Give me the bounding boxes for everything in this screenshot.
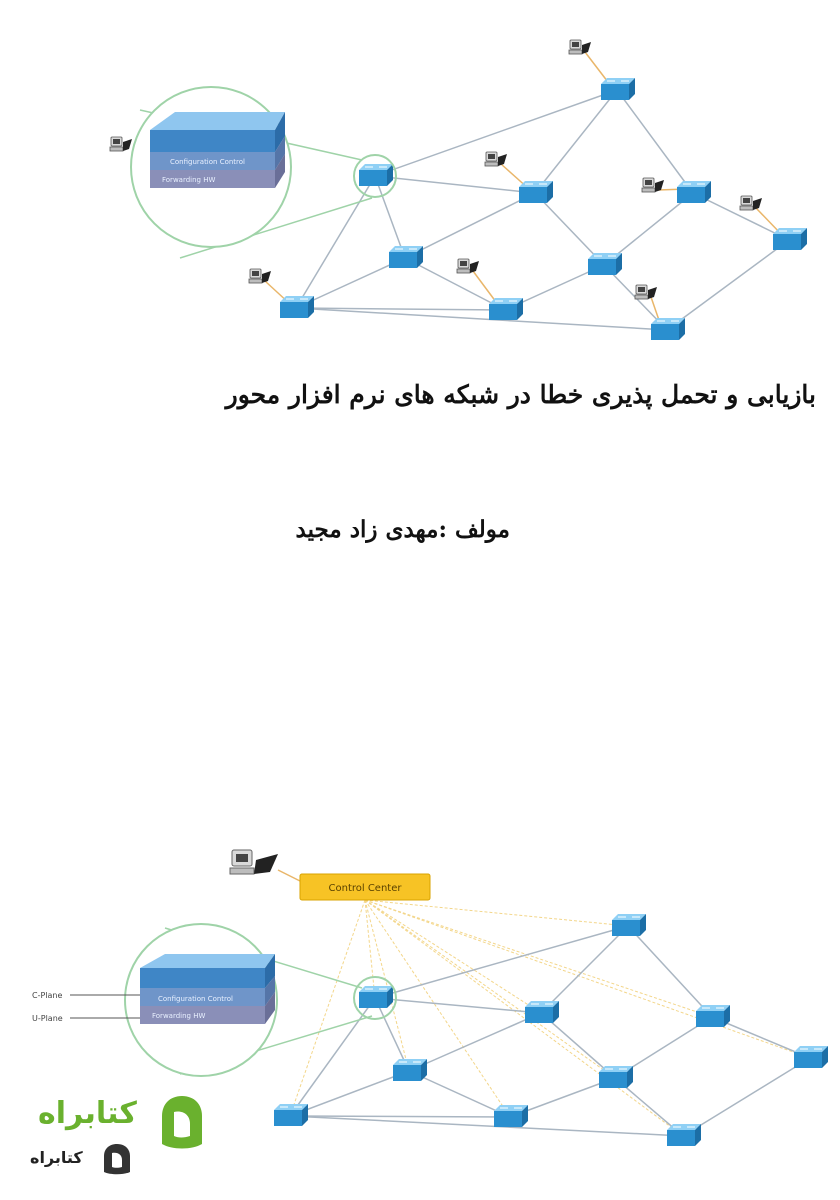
host-icon — [485, 152, 507, 166]
switch-icon — [794, 1046, 828, 1068]
stack-label-control: Configuration Control — [158, 995, 234, 1003]
switch-icon — [651, 318, 685, 340]
logo-small-mark-icon — [100, 1142, 134, 1176]
host-icon — [569, 40, 591, 54]
switch-icon — [612, 914, 646, 936]
switch-icon — [696, 1005, 730, 1027]
switch-icon — [588, 253, 622, 275]
switch-icon — [389, 246, 423, 268]
switch-icon — [525, 1001, 559, 1023]
document-title: بازیابی و تحمل پذیری خطا در شبکه های نرم افزار محور — [225, 380, 816, 409]
document-author: مولف :مهدی زاد مجید — [295, 516, 510, 543]
switch-icon — [359, 164, 393, 186]
logo-secondary-text: کتابراه — [30, 1148, 83, 1167]
stack-label-forwarding: Forwarding HW — [162, 176, 216, 184]
ketabrah-logo — [30, 1090, 220, 1190]
host-icon — [635, 285, 657, 299]
logo-primary-text: کتابراه — [38, 1096, 137, 1131]
u-plane-label: U-Plane — [32, 1014, 63, 1023]
logo-mark-icon — [152, 1092, 212, 1152]
switch-stack-illustration — [140, 954, 275, 1024]
control-center-box — [300, 874, 430, 900]
network-diagram-top — [0, 0, 840, 360]
control-center-label: Control Center — [328, 883, 402, 894]
host-icon — [457, 259, 479, 273]
host-icon — [642, 178, 664, 192]
stack-label-control: Configuration Control — [170, 158, 246, 166]
network-links — [296, 90, 789, 330]
host-icon — [249, 269, 271, 283]
host-icon — [740, 196, 762, 210]
switch-icon — [393, 1059, 427, 1081]
network-links — [290, 926, 810, 1136]
switch-stack-illustration — [150, 112, 285, 188]
switch-icon — [667, 1124, 701, 1146]
switch-icon — [599, 1066, 633, 1088]
switch-icon — [274, 1104, 308, 1126]
switch-icon — [519, 181, 553, 203]
switch-icon — [280, 296, 314, 318]
controller-host-link — [278, 870, 302, 882]
switch-icon — [773, 228, 807, 250]
switch-icon — [359, 986, 393, 1008]
switches — [280, 78, 807, 340]
c-plane-label: C-Plane — [32, 991, 63, 1000]
controller-host-icon — [230, 850, 278, 874]
stack-label-forwarding: Forwarding HW — [152, 1012, 206, 1020]
switch-icon — [489, 298, 523, 320]
switch-icon — [494, 1105, 528, 1127]
switch-icon — [677, 181, 711, 203]
host-icon — [110, 137, 132, 151]
switch-icon — [601, 78, 635, 100]
